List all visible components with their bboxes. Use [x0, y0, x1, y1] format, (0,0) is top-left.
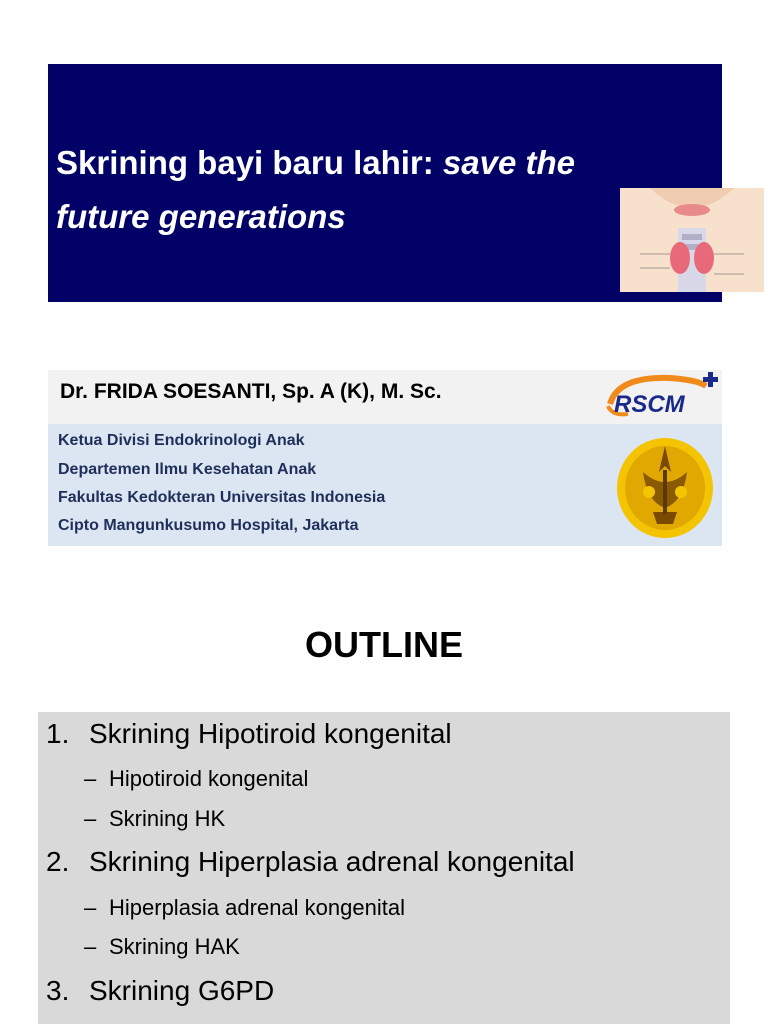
outline-subitem	[84, 766, 308, 792]
outline-subitem-label: Skrining HAK	[109, 934, 240, 959]
affiliations-band	[48, 424, 722, 546]
universitas-indonesia-emblem	[613, 432, 717, 540]
outline-item	[46, 846, 575, 878]
dash-bullet: –	[84, 934, 97, 959]
outline-subitem-label: Hiperplasia adrenal kongenital	[109, 895, 405, 920]
outline-subitem	[84, 934, 240, 960]
title-italic-1: save the	[442, 144, 576, 181]
outline-item	[46, 718, 452, 750]
affiliation-line: Departemen Ilmu Kesehatan Anak	[58, 461, 317, 478]
outline-item-number: 1.	[46, 718, 70, 749]
outline-item-number: 3.	[46, 975, 70, 1006]
outline-item-label: Skrining Hiperplasia adrenal kongenital	[89, 846, 575, 877]
rscm-logo	[598, 370, 722, 424]
title-main: Skrining bayi baru lahir:	[56, 144, 443, 181]
rscm-logo-text: RSCM	[614, 391, 685, 418]
outline-subitem-label: Skrining HK	[109, 806, 226, 831]
affiliation-line: Ketua Divisi Endokrinologi Anak	[58, 432, 305, 449]
outline-item-label: Skrining Hipotiroid kongenital	[89, 718, 452, 749]
outline-subitem	[84, 895, 405, 921]
dash-bullet: –	[84, 766, 97, 791]
outline-heading: OUTLINE	[305, 624, 463, 665]
outline-item	[46, 975, 274, 1007]
slide-title	[56, 136, 696, 244]
affiliation-line: Fakultas Kedokteran Universitas Indonesia	[58, 489, 386, 506]
outline-item-number: 2.	[46, 846, 70, 877]
author-band	[48, 370, 722, 424]
dash-bullet: –	[84, 806, 97, 831]
thyroid-illustration	[620, 188, 764, 292]
outline-subitem	[84, 806, 225, 832]
title-italic-2: future generations	[56, 198, 346, 235]
outline-item-label: Skrining G6PD	[89, 975, 275, 1006]
dash-bullet: –	[84, 895, 97, 920]
title-slide	[48, 64, 722, 302]
affiliation-line: Cipto Mangunkusumo Hospital, Jakarta	[58, 517, 359, 534]
author-name: Dr. FRIDA SOESANTI, Sp. A (K), M. Sc.	[60, 380, 442, 403]
outline-list	[38, 712, 730, 1024]
outline-subitem-label: Hipotiroid kongenital	[109, 766, 309, 791]
